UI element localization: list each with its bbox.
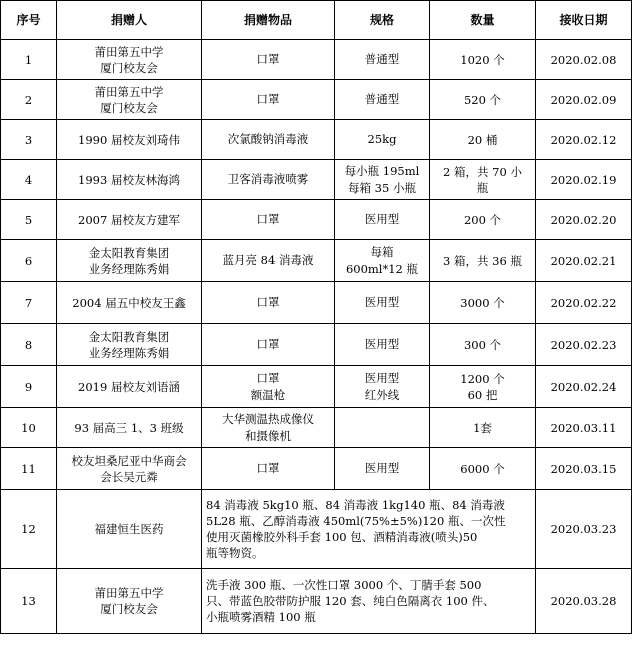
cell-spec	[335, 200, 430, 240]
cell-qty	[430, 40, 536, 80]
cell-donor	[57, 366, 202, 408]
cell-item-line: 口罩	[256, 370, 280, 385]
cell-item	[202, 324, 335, 366]
table-row	[1, 40, 632, 80]
cell-seq-line: 3	[24, 132, 33, 147]
cell-spec-line: 普通型	[364, 92, 400, 106]
cell-item-line: 大华测温热成像仪	[222, 411, 314, 426]
cell-item	[202, 200, 335, 240]
cell-donor-line: 厦门校友会	[100, 602, 158, 616]
cell-seq	[1, 40, 57, 80]
cell-date	[536, 324, 632, 366]
table-row	[1, 282, 632, 324]
cell-date	[536, 160, 632, 200]
cell-qty-line: 6000 个	[460, 461, 505, 476]
cell-item	[202, 448, 335, 490]
cell-qty-line: 瓶	[476, 180, 489, 195]
cell-date-line: 2020.02.19	[550, 172, 617, 187]
cell-date-line: 2020.02.24	[550, 379, 617, 394]
cell-spec-line: 医用型	[364, 370, 400, 385]
cell-donor-line: 1990 届校友刘琦伟	[78, 132, 180, 147]
cell-seq-line: 5	[24, 212, 33, 227]
cell-date-line: 2020.03.28	[550, 594, 617, 608]
cell-item	[202, 408, 335, 448]
cell-qty	[430, 324, 536, 366]
cell-item	[202, 366, 335, 408]
cell-date	[536, 448, 632, 490]
cell-qty-line: 520 个	[463, 92, 502, 107]
cell-date	[536, 366, 632, 408]
header-date: 接收日期	[536, 1, 632, 40]
cell-seq	[1, 160, 57, 200]
cell-item-line: 口罩	[256, 295, 280, 309]
cell-item-line: 口罩	[256, 461, 280, 475]
cell-qty-line: 300 个	[463, 337, 502, 352]
cell-item	[202, 160, 335, 200]
cell-qty	[430, 160, 536, 200]
header-seq: 序号	[1, 1, 57, 40]
cell-spec-line: 医用型	[364, 295, 400, 309]
cell-qty-line: 2 箱，共 70 小	[443, 164, 522, 179]
cell-seq	[1, 80, 57, 120]
cell-date-line: 2020.02.21	[550, 253, 617, 268]
table-row	[1, 160, 632, 200]
cell-item-line: 次氯酸钠消毒液	[227, 132, 309, 146]
cell-content-line: 小瓶喷雾酒精 100 瓶	[206, 610, 316, 624]
cell-spec	[335, 448, 430, 490]
cell-donor	[57, 120, 202, 160]
cell-seq	[1, 282, 57, 324]
cell-seq	[1, 448, 57, 490]
cell-donor	[57, 408, 202, 448]
cell-seq-line: 2	[24, 92, 33, 107]
cell-content	[202, 569, 536, 634]
cell-donor-line: 莆田第五中学	[94, 586, 164, 600]
cell-item	[202, 120, 335, 160]
cell-date-line: 2020.02.22	[550, 295, 617, 310]
cell-donor-line: 2007 届校友方建军	[78, 212, 180, 227]
cell-donor-line: 业务经理陈秀娟	[88, 261, 170, 276]
cell-seq-line: 12	[21, 522, 36, 536]
header-spec: 规格	[335, 1, 430, 40]
cell-spec-line: 普通型	[364, 52, 400, 66]
cell-seq-line: 10	[21, 420, 36, 435]
cell-date-line: 2020.03.23	[550, 522, 617, 536]
cell-qty-line: 1020 个	[460, 52, 505, 67]
cell-seq-line: 6	[24, 253, 33, 268]
cell-donor	[57, 80, 202, 120]
cell-date	[536, 282, 632, 324]
cell-item	[202, 80, 335, 120]
cell-spec-line: 医用型	[364, 212, 400, 226]
cell-date-line: 2020.02.08	[550, 52, 617, 67]
cell-donor	[57, 569, 202, 634]
cell-donor-line: 莆田第五中学	[94, 44, 164, 59]
cell-donor-line: 厦门校友会	[100, 100, 158, 115]
header-donor: 捐赠人	[57, 1, 202, 40]
cell-spec-line: 红外线	[364, 387, 400, 402]
cell-date	[536, 490, 632, 569]
cell-date-line: 2020.03.15	[550, 461, 617, 476]
table-row	[1, 490, 632, 569]
cell-date	[536, 40, 632, 80]
cell-item	[202, 40, 335, 80]
cell-donor-line: 金太阳教育集团	[88, 329, 170, 344]
cell-content-line: 使用灭菌橡胶外科手套 100 包、酒精消毒液(喷头)50	[206, 530, 478, 544]
cell-donor	[57, 282, 202, 324]
cell-qty	[430, 282, 536, 324]
cell-donor-line: 会长吴元粦	[100, 469, 158, 484]
cell-content-line: 84 消毒液 5kg10 瓶、84 消毒液 1kg140 瓶、84 消毒液	[206, 498, 505, 512]
cell-seq	[1, 569, 57, 634]
cell-spec-line: 每箱	[370, 244, 394, 259]
cell-seq	[1, 200, 57, 240]
cell-spec-line: 每箱 35 小瓶	[348, 180, 416, 195]
cell-item	[202, 282, 335, 324]
cell-seq-line: 13	[21, 594, 36, 608]
cell-item-line: 额温枪	[250, 387, 286, 402]
header-qty: 数量	[430, 1, 536, 40]
cell-spec	[335, 40, 430, 80]
cell-spec	[335, 408, 430, 448]
cell-qty-line: 3 箱，共 36 瓶	[443, 253, 522, 268]
table-body	[1, 40, 632, 634]
header-item: 捐赠物品	[202, 1, 335, 40]
cell-date-line: 2020.02.09	[550, 92, 617, 107]
cell-donor-line: 校友坦桑尼亚中华商会	[71, 453, 187, 468]
table-row	[1, 408, 632, 448]
cell-donor-line: 莆田第五中学	[94, 84, 164, 99]
cell-donor-line: 2019 届校友刘语涵	[78, 379, 180, 394]
cell-qty-line: 60 把	[467, 387, 498, 402]
cell-qty-line: 200 个	[463, 212, 502, 227]
header-row	[1, 1, 632, 40]
cell-content-line: 5L28 瓶、乙醇消毒液 450ml(75%±5%)120 瓶、一次性	[206, 514, 506, 528]
cell-date-line: 2020.02.23	[550, 337, 617, 352]
cell-spec	[335, 120, 430, 160]
cell-donor-line: 福建恒生医药	[94, 522, 164, 536]
cell-donor	[57, 160, 202, 200]
cell-content-line: 瓶等物资。	[206, 546, 264, 560]
cell-donor	[57, 490, 202, 569]
cell-item-line: 口罩	[256, 52, 280, 66]
cell-spec	[335, 366, 430, 408]
cell-spec	[335, 282, 430, 324]
cell-item-line: 口罩	[256, 212, 280, 226]
cell-date	[536, 120, 632, 160]
cell-item-line: 和摄像机	[245, 428, 291, 443]
cell-donor	[57, 40, 202, 80]
cell-spec-line: 医用型	[364, 461, 400, 475]
cell-date	[536, 240, 632, 282]
cell-qty	[430, 200, 536, 240]
table-row	[1, 569, 632, 634]
cell-date	[536, 408, 632, 448]
cell-spec-line: 每小瓶 195ml	[344, 163, 420, 178]
cell-date	[536, 80, 632, 120]
cell-donor-line: 2004 届五中校友王鑫	[72, 295, 186, 310]
cell-content	[202, 490, 536, 569]
cell-item-line: 口罩	[256, 337, 280, 351]
cell-qty-line: 20 桶	[467, 132, 498, 147]
cell-spec-line: 25kg	[367, 132, 397, 146]
cell-qty-line: 3000 个	[460, 295, 505, 310]
cell-qty-line: 1200 个	[460, 371, 505, 386]
table-row	[1, 240, 632, 282]
cell-qty	[430, 408, 536, 448]
cell-spec	[335, 80, 430, 120]
cell-date	[536, 569, 632, 634]
cell-spec-line: 600ml*12 瓶	[345, 261, 419, 276]
cell-date-line: 2020.02.20	[550, 212, 617, 227]
table-row	[1, 80, 632, 120]
cell-date-line: 2020.02.12	[550, 132, 617, 147]
cell-content-line: 只、带蓝色胶带防护服 120 套、纯白色隔离衣 100 件、	[206, 594, 495, 608]
cell-donor-line: 业务经理陈秀娟	[88, 345, 170, 360]
cell-spec-line: 医用型	[364, 337, 400, 351]
cell-seq-line: 1	[24, 52, 33, 67]
cell-seq	[1, 120, 57, 160]
cell-donor	[57, 324, 202, 366]
cell-donor-line: 厦门校友会	[100, 60, 158, 75]
cell-seq	[1, 408, 57, 448]
cell-qty	[430, 366, 536, 408]
cell-seq	[1, 240, 57, 282]
cell-seq	[1, 324, 57, 366]
cell-qty-line: 1套	[473, 420, 492, 435]
cell-content-line: 洗手液 300 瓶、一次性口罩 3000 个、丁腈手套 500	[206, 578, 482, 592]
table-row	[1, 448, 632, 490]
table-row	[1, 120, 632, 160]
cell-seq	[1, 490, 57, 569]
table-row	[1, 200, 632, 240]
cell-donor-line: 金太阳教育集团	[88, 245, 170, 260]
cell-seq-line: 4	[24, 172, 33, 187]
cell-qty	[430, 448, 536, 490]
cell-item-line: 口罩	[256, 92, 280, 106]
cell-spec	[335, 160, 430, 200]
cell-donor-line: 1993 届校友林海鸿	[78, 172, 180, 187]
cell-qty	[430, 80, 536, 120]
cell-qty	[430, 240, 536, 282]
cell-item-line: 蓝月亮 84 消毒液	[222, 253, 314, 267]
cell-seq	[1, 366, 57, 408]
cell-spec	[335, 324, 430, 366]
cell-spec	[335, 240, 430, 282]
cell-seq-line: 11	[21, 461, 36, 476]
cell-seq-line: 7	[24, 295, 33, 310]
cell-item-line: 卫客消毒液喷雾	[227, 172, 309, 186]
cell-qty	[430, 120, 536, 160]
cell-date	[536, 200, 632, 240]
cell-date-line: 2020.03.11	[550, 420, 617, 435]
cell-seq-line: 9	[24, 379, 33, 394]
cell-donor-line: 93 届高三 1、3 班级	[74, 420, 184, 435]
table-row	[1, 366, 632, 408]
cell-item	[202, 240, 335, 282]
cell-donor	[57, 240, 202, 282]
cell-donor	[57, 448, 202, 490]
cell-donor	[57, 200, 202, 240]
cell-seq-line: 8	[24, 337, 33, 352]
table-row	[1, 324, 632, 366]
